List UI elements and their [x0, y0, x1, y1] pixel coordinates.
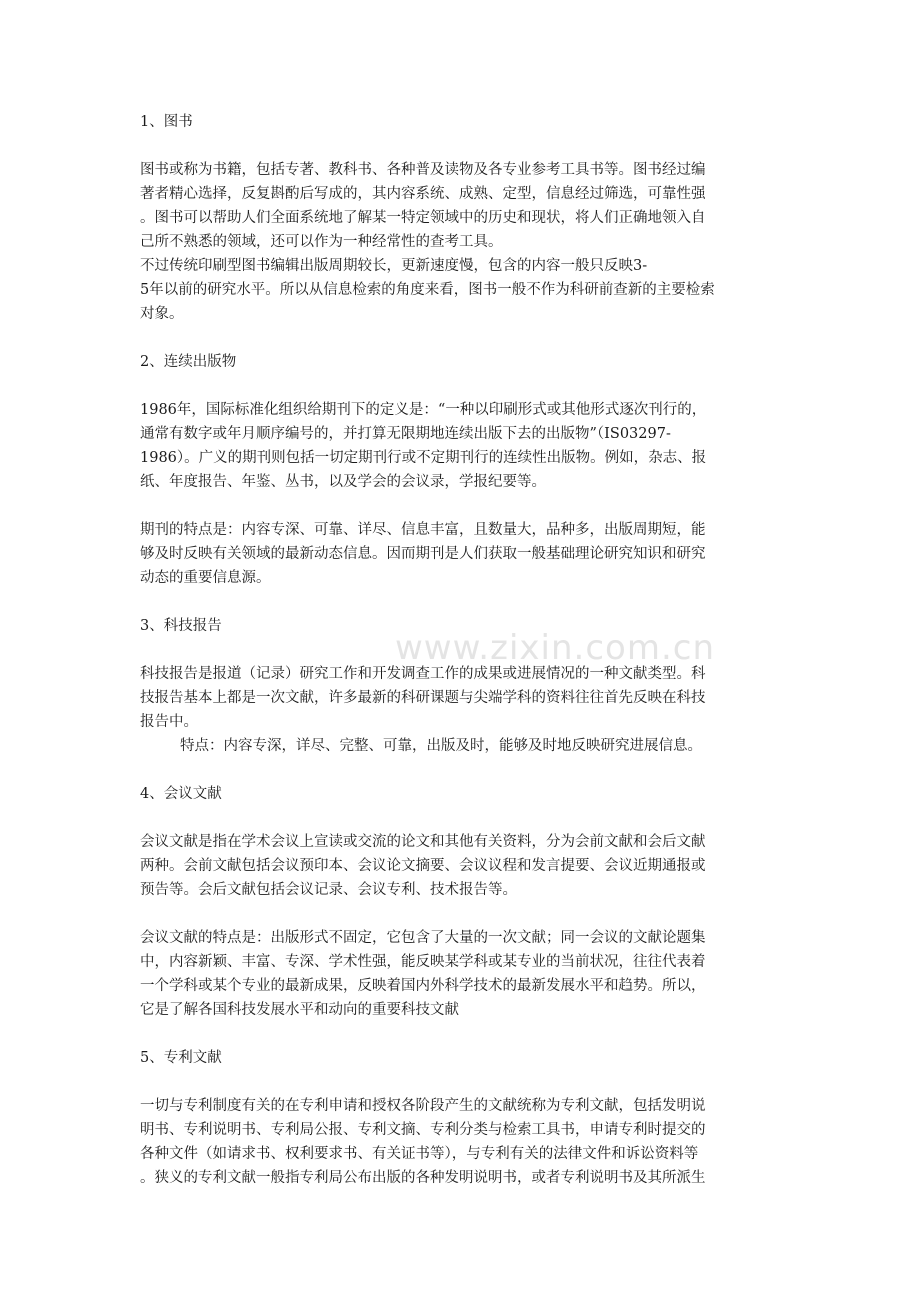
text-line: 期刊的特点是：内容专深、可靠、详尽、信息丰富，且数量大，品种多，出版周期短，能: [140, 522, 706, 538]
text-line: 对象。: [140, 306, 184, 322]
section-heading-conference: 4、会议文献: [140, 786, 222, 802]
text-line: 预告等。会后文献包括会议记录、会议专利、技术报告等。: [140, 882, 517, 898]
text-line: 技报告基本上都是一次文献，许多最新的科研课题与尖端学科的资料往往首先反映在科技: [140, 690, 706, 706]
paragraph-books: [140, 158, 790, 326]
text-line: 报告中。: [140, 714, 198, 730]
text-line: 。狭义的专利文献一般指专利局公布出版的各种发明说明书，或者专利说明书及其所派生: [140, 1170, 706, 1186]
text-line: 5年以前的研究水平。所以从信息检索的角度来看，图书一般不作为科研前查新的主要检索: [140, 282, 715, 298]
text-line: 1986）。广义的期刊则包括一切定期刊行或不定期刊行的连续性出版物。例如，杂志、报: [140, 450, 707, 466]
text-line: 会议文献的特点是：出版形式不固定，它包含了大量的一次文献；同一会议的文献论题集: [140, 930, 706, 946]
section-heading-books: 1、图书: [140, 114, 193, 130]
text-line: 纸、年度报告、年鉴、丛书，以及学会的会议录，学报纪要等。: [140, 474, 546, 490]
text-line: 各种文件（如请求书、权利要求书、有关证书等），与专利有关的法律文件和诉讼资料等: [140, 1146, 699, 1162]
text-line: 两种。会前文献包括会议预印本、会议论文摘要、会议议程和发言提要、会议近期通报或: [140, 858, 706, 874]
text-line: 中，内容新颖、丰富、专深、学术性强，能反映某学科或某专业的当前状况，往往代表着: [140, 954, 706, 970]
text-line: 会议文献是指在学术会议上宣读或交流的论文和其他有关资料，分为会前文献和会后文献: [140, 834, 706, 850]
paragraph-conference-definition: [140, 830, 790, 902]
text-line: 一个学科或某个专业的最新成果，反映着国内外科学技术的最新发展水平和趋势。所以，: [140, 978, 706, 994]
text-line: 它是了解各国科技发展水平和动向的重要科技文献: [140, 1002, 459, 1018]
section-heading-tech-reports: 3、科技报告: [140, 618, 222, 634]
section-heading-patents: 5、专利文献: [140, 1050, 222, 1066]
text-line: 己所不熟悉的领域，还可以作为一种经常性的查考工具。: [140, 234, 503, 250]
section-heading-serials: 2、连续出版物: [140, 354, 237, 370]
paragraph-conference-features: [140, 926, 790, 1022]
text-line: 著者精心选择，反复斟酌后写成的，其内容系统、成熟、定型，信息经过筛选，可靠性强: [140, 186, 706, 202]
text-line: 通常有数字或年月顺序编号的，并打算无限期地连续出版下去的出版物”（IS03297-: [140, 426, 671, 442]
text-line: 够及时反映有关领域的最新动态信息。因而期刊是人们获取一般基础理论研究知识和研究: [140, 546, 706, 562]
paragraph-serials-definition: [140, 398, 790, 494]
text-line: 动态的重要信息源。: [140, 570, 271, 586]
text-line: 不过传统印刷型图书编辑出版周期较长，更新速度慢，包含的内容一般只反映3-: [140, 258, 648, 274]
document-body: [140, 110, 790, 1190]
text-line: 。图书可以帮助人们全面系统地了解某一特定领域中的历史和现状，将人们正确地领入自: [140, 210, 706, 226]
watermark: www.zixin.com.cn: [395, 628, 715, 668]
text-line: 1986年，国际标准化组织给期刊下的定义是：“一种以印刷形式或其他形式逐次刊行的，: [140, 402, 707, 418]
paragraph-tech-reports: [140, 662, 790, 758]
paragraph-patents: [140, 1094, 790, 1190]
text-line: 明书、专利说明书、专利局公报、专利文摘、专利分类与检索工具书，申请专利时提交的: [140, 1122, 706, 1138]
text-line: 图书或称为书籍，包括专著、教科书、各种普及读物及各专业参考工具书等。图书经过编: [140, 162, 706, 178]
text-line: 科技报告是报道（记录）研究工作和开发调查工作的成果或进展情况的一种文献类型。科: [140, 666, 706, 682]
text-line-feature: 特点：内容专深，详尽、完整、可靠，出版及时，能够及时地反映研究进展信息。: [180, 738, 702, 754]
paragraph-serials-features: [140, 518, 790, 590]
text-line: 一切与专利制度有关的在专利申请和授权各阶段产生的文献统称为专利文献，包括发明说: [140, 1098, 706, 1114]
